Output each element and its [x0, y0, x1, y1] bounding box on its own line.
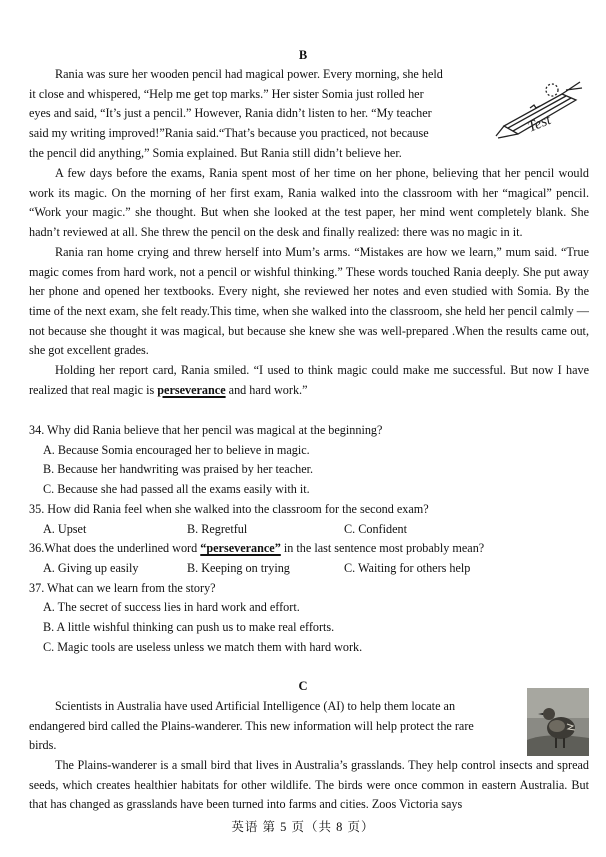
plains-wanderer-bird-photo — [527, 688, 589, 756]
question-36-option-c[interactable]: C. Waiting for others help — [344, 560, 471, 575]
question-35-option-a[interactable]: A. Upset — [43, 521, 87, 536]
question-36-option-b[interactable]: B. Keeping on trying — [187, 560, 290, 575]
passage-b-body — [29, 164, 589, 400]
question-37-option-a[interactable]: A. The secret of success lies in hard work and effort. — [43, 600, 300, 615]
passage-c-paragraph-1 — [29, 697, 519, 756]
passage-c-paragraph-2: The Plains-wanderer is a small bird that lives in Australia’s grasslands. They help control insects and spread seeds, which creates healthier habitats for other wildlife. The birds were once common in eastern Australia. But that has changed as grasslands have been turned into farms and cities. Zoos Victoria says — [29, 758, 589, 812]
passage-b-line: Rania was sure her wooden pencil had magical power. Every morning, she held — [55, 67, 443, 81]
section-c-letter: C — [298, 679, 308, 693]
passage-c-line: Scientists in Australia have used Artificial Intelligence (AI) to help them locate an — [55, 699, 456, 713]
paragraph-3-text: Rania ran home crying and threw herself into Mum’s arms. “Mistakes are how we learn,” mum said. “True magic comes from hard work, not a pencil or wishful thinking.” These words touched Rania deeply. She put away her phone and opened her textbooks. Every night, she reviewed her notes and even studied with Somia. By the time of the next exam, she felt ready.This time, when she walked into the classroom, she held her pencil calmly — not because she thought it was magical, but because she knew she was well-prepared .When the results came out, she got excellent grades. — [29, 244, 589, 358]
question-36-option-a[interactable]: A. Giving up easily — [43, 560, 139, 575]
question-36-stem-before: 36.What does the underlined word — [29, 541, 201, 556]
question-35-options — [43, 520, 589, 540]
question-35-stem: 35. How did Rania feel when she walked into the classroom for the second exam? — [29, 501, 429, 516]
question-35-option-b[interactable]: B. Regretful — [187, 521, 248, 536]
question-37-option-b[interactable]: B. A little wishful thinking can push us to make real efforts. — [43, 620, 335, 635]
question-36-stem — [29, 539, 589, 559]
test-stamp-illustration — [490, 78, 586, 142]
question-37-stem: 37. What can we learn from the story? — [29, 580, 216, 595]
question-37-option-c[interactable]: C. Magic tools are useless unless we match them with hard work. — [43, 639, 363, 654]
stamp-text: Test — [525, 112, 554, 136]
underlined-word-perseverance: perseverance — [157, 382, 226, 397]
paragraph-4-before: Holding her report card, Rania smiled. “I used to think magic could make me successful. But now I have realized that real magic is — [29, 363, 589, 397]
passage-b-line: said my writing improved!”Rania said.“That’s because you practiced, not because — [29, 126, 429, 141]
passage-c-line: birds. — [29, 738, 57, 753]
passage-b-paragraph-1 — [29, 65, 475, 164]
question-36-stem-after: in the last sentence most probably mean? — [280, 541, 485, 556]
passage-b-paragraph-4 — [29, 361, 589, 400]
passage-b-line: it close and whispered, “Help me get top marks.” Her sister Somia just rolled her — [29, 86, 424, 101]
passage-b-paragraph-3 — [29, 243, 589, 361]
question-34-stem: 34. Why did Rania believe that her pencil was magical at the beginning? — [29, 423, 383, 437]
question-36-underlined-word: “perseverance” — [200, 541, 281, 556]
questions — [29, 421, 589, 657]
question-34-option-c[interactable]: C. Because she had passed all the exams easily with it. — [43, 482, 310, 497]
passage-b-line: eyes and said, “It’s just a pencil.” However, Rania didn’t listen to her. “My teacher — [29, 106, 432, 121]
question-34-option-a[interactable]: A. Because Somia encouraged her to believe in magic. — [43, 442, 310, 457]
paragraph-4-after: and hard work.” — [225, 382, 308, 397]
question-35-option-c[interactable]: C. Confident — [344, 521, 407, 536]
question-34-option-b[interactable]: B. Because her handwriting was praised by her teacher. — [43, 462, 314, 477]
question-36-options — [43, 559, 589, 579]
page-footer: 英语 第 5 页（共 8 页） — [231, 820, 375, 834]
section-b-letter: B — [298, 48, 308, 62]
passage-c-line: endangered bird called the Plains-wanderer. This new information will help protect the rare — [29, 718, 474, 733]
passage-b-line: the pencil did anything,” Somia explained. But Rania still didn’t believe her. — [29, 145, 402, 160]
passage-b-paragraph-2: A few days before the exams, Rania spent most of her time on her phone, believing that her pencil would work its magic. On the morning of her first exam, Rania walked into the classroom with her “magical” pencil. “Work your magic.” she thought. But when she looked at the test paper, her mind went completely blank. She hadn’t reviewed at all. She threw the pencil on the desk and finally realized: there was no magic in it. — [29, 166, 589, 240]
passage-c-body — [29, 756, 589, 815]
